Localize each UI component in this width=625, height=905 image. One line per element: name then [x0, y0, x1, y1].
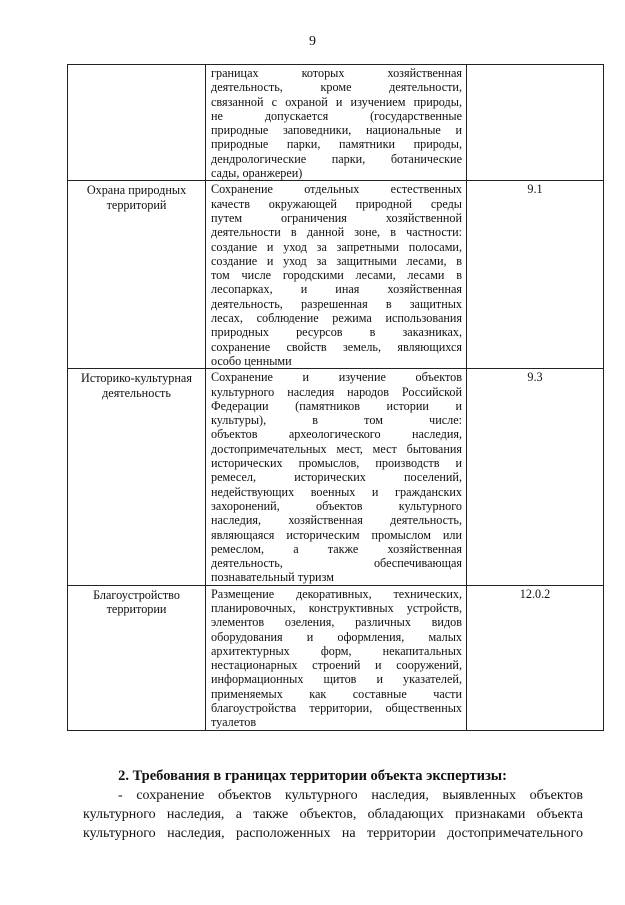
description-line: наследия, хозяйственная деятельность,	[211, 513, 462, 528]
land-use-description	[206, 181, 467, 369]
description-line: деятельности в данной зоне, в частности:	[211, 225, 462, 240]
description-line: сохранение свойств земель, являющихся	[211, 339, 462, 354]
section-heading: 2. Требования в границах территории объекта экспертизы:	[118, 768, 507, 784]
description-line: культурного наследия народов Российской	[211, 384, 462, 399]
description-line: ремеслом, а также хозяйственная	[211, 541, 462, 556]
section-line: культурного наследия, расположенных на территории достопримечательного	[83, 826, 583, 841]
land-use-table	[67, 64, 604, 731]
description-line: применяемых как составные части	[211, 686, 462, 701]
table-row	[68, 585, 604, 730]
description-line: природные парки, памятники природы,	[211, 137, 462, 152]
description-line: сады, оранжереи)	[211, 166, 303, 181]
description-line: исторических промыслов, производств и	[211, 456, 462, 471]
description-line: природные заповедники, национальные и	[211, 123, 462, 138]
table-row	[68, 181, 604, 369]
description-line: элементов озеления, различных видов	[211, 615, 462, 630]
description-line: Сохранение и изучение объектов	[211, 370, 462, 385]
description-line: являющаяся историческим промыслом или	[211, 527, 462, 542]
description-line: благоустройства территории, общественных	[211, 701, 462, 716]
description-line: природных ресурсов в заказниках,	[211, 325, 462, 340]
section-line: культурного наследия, а также объектов, обладающих признаками объекта	[83, 807, 583, 822]
description-line: туалетов	[211, 715, 257, 730]
description-line: планировочных, конструктивных устройств,	[211, 600, 462, 615]
table-row	[68, 65, 604, 181]
description-line: Сохранение отдельных естественных	[211, 182, 462, 197]
land-use-name: Охрана природных территорий	[68, 181, 206, 369]
description-line: захоронений, объектов культурного	[211, 498, 462, 513]
land-use-code: 9.1	[467, 181, 604, 369]
description-line: деятельность, обеспечивающая	[211, 556, 462, 571]
land-use-name	[68, 65, 206, 181]
description-line: том числе городскими лесами, лесами в	[211, 268, 462, 283]
page-number: 9	[309, 34, 316, 49]
description-line: путем ограничения хозяйственной	[211, 210, 462, 225]
land-use-code: 9.3	[467, 369, 604, 585]
description-line: достопримечательных мест, мест бытования	[211, 441, 462, 456]
description-line: архитектурных форм, некапитальных	[211, 643, 462, 658]
description-line: ремесел, исторических поселений,	[211, 470, 462, 485]
land-use-description	[206, 369, 467, 585]
description-line: нестационарных строений и сооружений,	[211, 658, 462, 673]
description-line: создание и уход за запретными полосами,	[211, 239, 462, 254]
land-use-code	[467, 65, 604, 181]
description-line: дендрологические парки, ботанические	[211, 151, 462, 166]
description-line: не допускается (государственные	[211, 108, 462, 123]
description-line: культуры), в том числе:	[211, 413, 462, 428]
land-use-code: 12.0.2	[467, 585, 604, 730]
land-use-description	[206, 585, 467, 730]
table-row	[68, 369, 604, 585]
description-line: познавательный туризм	[211, 570, 334, 585]
description-line: деятельность, кроме деятельности,	[211, 80, 462, 95]
land-use-name: Благоустройство территории	[68, 585, 206, 730]
description-line: лесопарках, и иная хозяйственная	[211, 282, 462, 297]
land-use-description	[206, 65, 467, 181]
description-line: Федерации (памятников истории и	[211, 398, 462, 413]
description-line: объектов археологического наследия,	[211, 427, 462, 442]
description-line: недействующих военных и гражданских	[211, 484, 462, 499]
description-line: лесах, соблюдение режима использования	[211, 311, 462, 326]
description-line: качеств окружающей природной среды	[211, 196, 462, 211]
description-line: Размещение декоративных, технических,	[211, 586, 462, 601]
description-line: границах которых хозяйственная	[211, 66, 462, 80]
description-line: особо ценными	[211, 353, 292, 368]
description-line: информационных щитов и указателей,	[211, 672, 462, 687]
description-line: деятельность, разрешенная в защитных	[211, 296, 462, 311]
land-use-name: Историко-культурная деятельность	[68, 369, 206, 585]
description-line: связанной с охраной и изучением природы,	[211, 94, 462, 109]
description-line: оборудования и оформления, малых	[211, 629, 462, 644]
description-line: создание и уход за защитными лесами, в	[211, 253, 462, 268]
section-line: - сохранение объектов культурного наследия, выявленных объектов	[118, 788, 583, 803]
